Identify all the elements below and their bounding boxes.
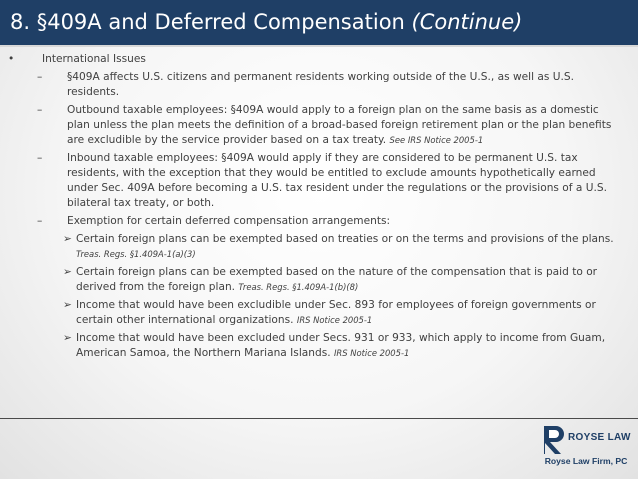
bullet-international-issues [0,52,638,67]
arrow-item [0,265,638,295]
bullet-marker: • [8,53,15,65]
arrow-item-text: Income that would have been excludible under Sec. 893 for employees of foreign governments or certain other international organizations. [76,299,596,326]
content [0,52,638,364]
title-bar [0,0,638,47]
citation: IRS Notice 2005-1 [296,315,373,325]
arrow-item-text: Income that would have been excluded under Secs. 931 or 933, which apply to income from Guam, American Samoa, the Northern Mariana Islands. [76,332,606,359]
dash-marker: – [37,215,43,227]
citation: See IRS Notice 2005-1 [389,135,484,145]
arrow-item [0,331,638,361]
arrow-item-text: Certain foreign plans can be exempted based on treaties or on the terms and provisions of the plans. [76,233,614,245]
logo-name: ROYSE LAW [568,432,631,443]
bullet-text: International Issues [42,53,146,65]
arrow-item [0,298,638,328]
arrow-icon: ➢ [63,266,72,278]
arrow-icon: ➢ [63,233,72,245]
footer-divider [0,418,638,419]
sub-item [0,214,638,229]
slide-title-main: 8. §409A and Deferred Compensation [10,10,412,34]
citation: IRS Notice 2005-1 [333,348,410,358]
arrow-icon: ➢ [63,332,72,344]
citation: Treas. Regs. §1.409A-1(b)(8) [238,282,359,292]
sub-item-text: §409A affects U.S. citizens and permanent residents working outside of the U.S., as well as U.S. residents. [67,71,575,98]
sub-item-text: Inbound taxable employees: §409A would apply if they are considered to be permanent U.S. tax residents, with the exception that they would be entitled to exclude amounts hypothetically earned under Sec. 409A before becoming a U.S. tax resident under the regulations or the provisions of a U.S. bilateral tax treaty, or both. [67,152,607,209]
arrow-icon: ➢ [63,299,72,311]
slide-title-italic: (Continue) [411,10,523,34]
sub-item [0,103,638,148]
dash-marker: – [37,104,43,116]
sub-item-text: Exemption for certain deferred compensation arrangements: [67,215,391,227]
slide-title [10,9,522,35]
sub-item [0,70,638,100]
dash-marker: – [37,71,43,83]
arrow-item-text: Certain foreign plans can be exempted based on the nature of the compensation that is paid to or derived from the foreign plan. [76,266,598,293]
sub-item-text: Outbound taxable employees: §409A would apply to a foreign plan on the same basis as a domestic plan unless the plan meets the definition of a broad-based foreign retirement plan or the plan benefits are excludible by the service provider based on a tax treaty. [67,104,612,146]
royse-law-logo [534,423,638,477]
sub-item [0,151,638,211]
dash-marker: – [37,152,43,164]
citation: Treas. Regs. §1.409A-1(a)(3) [76,249,196,259]
logo-subtitle: Royse Law Firm, PC [544,456,628,466]
arrow-item [0,232,638,262]
logo-r-icon [542,425,566,455]
